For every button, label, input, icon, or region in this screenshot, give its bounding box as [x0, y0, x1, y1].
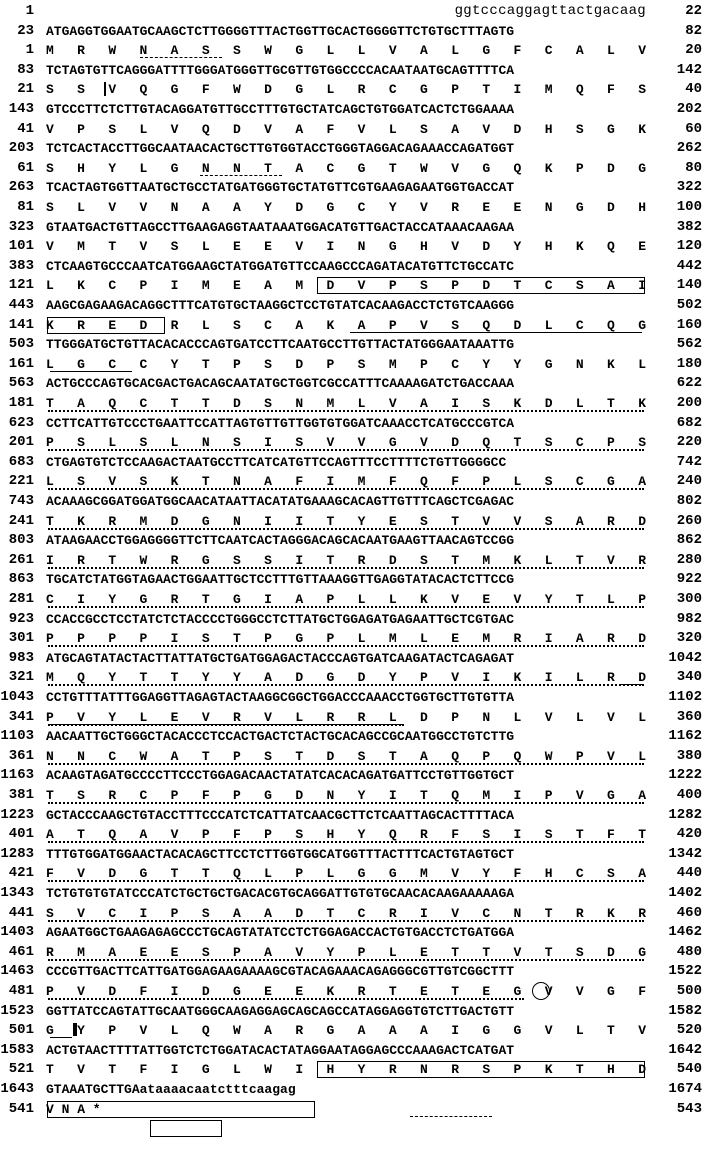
row-end-position: 240 [676, 473, 702, 490]
row-start-position: 21 [17, 81, 34, 98]
row-start-position: 1343 [0, 885, 34, 901]
nucleotide-row [0, 1002, 706, 1021]
row-start-position: 261 [8, 551, 34, 568]
row-start-position: 1403 [0, 924, 34, 941]
nucleotide-row [0, 610, 706, 629]
nucleotide-sequence: ACTGCCCAGTGCACGACTGACAGCAATATGCTGGTCGCCATTTCAAAAGATCTGACCAAA [46, 376, 515, 392]
row-start-position: 201 [8, 434, 34, 451]
row-start-position: 501 [8, 1022, 34, 1039]
amino-acid-row [0, 159, 706, 178]
nucleotide-sequence: AGAATGGCTGAAGAGAGCCCTGCAGTATATCCTCTGGAGACCACTGTGACCTCTGATGGA [46, 925, 515, 941]
nucleotide-sequence: GCTACCCAAGCTGTACCTTTCCCATCTCATTATCAACGCTTCTCAATTAGCACTTTTACA [46, 807, 515, 823]
amino-acid-sequence: V P S L V Q D V A F V L S A V D H S G K [46, 121, 646, 137]
row-end-position: 280 [676, 551, 702, 568]
nucleotide-row [0, 296, 706, 315]
row-end-position: 562 [676, 336, 702, 353]
row-start-position: 361 [8, 747, 34, 764]
amino-acid-sequence: F V D G T T Q L P L G G M V Y F H C S A [46, 866, 646, 882]
nucleotide-sequence: GTAAATGCTTGAataaaacaatctttcaagag [46, 1082, 296, 1097]
glycosylation-site-underline [140, 57, 222, 58]
row-end-position: 1342 [668, 845, 702, 862]
row-end-position: 22 [685, 3, 702, 19]
circled-residue [532, 982, 550, 1000]
motif-underline [620, 684, 642, 685]
amino-acid-sequence: A T Q A V P F P S H Y Q R F S I S T F T [46, 827, 646, 843]
row-end-position: 262 [676, 140, 702, 157]
glycosylation-site-underline [410, 1116, 492, 1117]
amino-acid-sequence: P V Y L E V R V L R R L D P N L V L V L [46, 709, 646, 725]
row-start-position: 541 [8, 1100, 34, 1117]
row-end-position: 1042 [668, 649, 702, 666]
row-start-position: 503 [8, 336, 34, 353]
nucleotide-row [0, 727, 706, 746]
row-end-position: 360 [676, 708, 702, 725]
domain-dotted-underline [48, 802, 644, 804]
row-start-position: 341 [8, 708, 34, 725]
row-start-position: 683 [8, 453, 34, 470]
amino-acid-row [0, 120, 706, 139]
row-start-position: 141 [8, 316, 34, 333]
row-start-position: 1 [25, 3, 34, 19]
row-end-position: 320 [676, 630, 702, 647]
domain-dotted-underline [48, 449, 644, 451]
row-end-position: 1582 [668, 1002, 702, 1019]
row-end-position: 460 [676, 904, 702, 921]
row-end-position: 500 [676, 983, 702, 999]
nucleotide-row [0, 61, 706, 80]
row-end-position: 1642 [668, 1041, 702, 1058]
domain-box [317, 277, 645, 294]
domain-dotted-underline [48, 645, 644, 647]
amino-acid-row [0, 237, 706, 256]
furin-cleavage-marker [73, 1023, 77, 1036]
nucleotide-row [0, 178, 706, 197]
amino-acid-row [0, 1021, 706, 1040]
row-start-position: 41 [17, 120, 34, 137]
row-start-position: 241 [8, 512, 34, 529]
transmembrane-box [317, 1061, 645, 1078]
amino-acid-row [0, 41, 706, 60]
nucleotide-sequence: CTCAAGTGCCCAATCATGGAAGCTATGGATGTTCCAAGCCCAGATACATGTTCTGCCATC [46, 258, 515, 274]
domain-dotted-underline [48, 684, 644, 686]
amino-acid-sequence: L G C C Y T P S D P S M P C Y Y G N K L [46, 356, 646, 372]
row-start-position: 61 [17, 159, 34, 176]
nucleotide-row [0, 923, 706, 942]
nucleotide-row [0, 570, 706, 589]
row-start-position: 1163 [0, 767, 34, 784]
row-start-position: 161 [8, 355, 34, 372]
glycosylation-site-underline [200, 175, 282, 176]
nucleotide-sequence: TCTAGTGTTCAGGGATTTTGGGATGGGTTGCGTTGTGGCCCCACAATAATGCAGTTTTCA [46, 62, 515, 78]
row-start-position: 383 [8, 257, 34, 274]
polyadenylation-signal-box [150, 1120, 222, 1137]
nucleotide-sequence: ggtcccaggagttactgacaag [454, 3, 646, 19]
row-end-position: 82 [685, 22, 702, 39]
nucleotide-sequence: GGTTATCCAGTATTGCAATGGGCAAGAGGAGCAGCAGCCATAGGAGGTGTCTTGACTGTT [46, 1003, 515, 1019]
row-start-position: 461 [8, 943, 34, 960]
row-end-position: 220 [676, 434, 702, 451]
motif-underline [350, 332, 642, 333]
row-start-position: 563 [8, 375, 34, 392]
domain-dotted-underline [48, 606, 644, 608]
nucleotide-row [0, 492, 706, 511]
nucleotide-row [0, 962, 706, 981]
nucleotide-row [0, 22, 706, 41]
domain-dotted-underline [48, 488, 644, 490]
row-start-position: 983 [8, 649, 34, 666]
nucleotide-sequence: CCTGTTTATTTGGAGGTTAGAGTACTAAGGCGGCTGGACCCAAACCTGGTGCTTGTGTTA [46, 690, 515, 705]
nucleotide-sequence: CCTTCATTGTCCCTGAATTCCATTAGTGTTGTTGGTGTGGATCAAACCTCATGCCCGTCA [46, 415, 515, 431]
row-end-position: 180 [676, 355, 702, 372]
amino-acid-sequence: P V D F I D G E E K R T E T E G V V G F [46, 984, 646, 999]
row-start-position: 401 [8, 826, 34, 843]
row-end-position: 400 [676, 787, 702, 803]
amino-acid-sequence: S H Y L G N N T A C G T W V G Q K P D G [46, 160, 646, 176]
nucleotide-row [0, 453, 706, 472]
nucleotide-sequence: ATAAGAACCTGGAGGGGTTCTTCAATCACTAGGGACAGCACAATGAAGTTAACAGTCCGG [46, 533, 515, 549]
amino-acid-sequence: L S V S K T N A F I M F Q F P L S C G A [46, 474, 646, 490]
nucleotide-row [0, 257, 706, 276]
nucleotide-row [0, 806, 706, 825]
row-start-position: 441 [8, 904, 34, 921]
nucleotide-row [0, 688, 706, 707]
nucleotide-sequence: ACAAAGCGGATGGATGGCAACATAATTACATATGAAAGCACAGTTGTTTCAGCTCGAGAC [46, 494, 515, 509]
nucleotide-row [0, 218, 706, 237]
row-end-position: 1102 [668, 689, 702, 705]
row-start-position: 923 [8, 610, 34, 627]
motif-underline [50, 724, 402, 725]
row-end-position: 1222 [668, 767, 702, 784]
domain-dotted-underline [48, 763, 644, 765]
row-end-position: 543 [676, 1100, 702, 1117]
nucleotide-row [0, 884, 706, 903]
row-end-position: 502 [676, 297, 702, 313]
row-end-position: 1162 [668, 728, 702, 745]
domain-dotted-underline [48, 528, 644, 530]
row-start-position: 181 [8, 395, 34, 411]
nucleotide-sequence: TGCATCTATGGTAGAACTGGAATTGCTCCTTTGTTAAAGGTTGAGGTATACACTCTTCCG [46, 572, 515, 588]
row-end-position: 260 [676, 512, 702, 529]
amino-acid-sequence: M R W N A S S W G L L V A L G F C A L V [46, 43, 646, 59]
nucleotide-row [0, 1041, 706, 1060]
nucleotide-row [0, 845, 706, 864]
nucleotide-row [0, 374, 706, 393]
nucleotide-row [0, 100, 706, 119]
domain-dotted-underline [48, 998, 524, 1000]
row-end-position: 322 [676, 179, 702, 196]
domain-dotted-underline [48, 567, 644, 569]
domain-dotted-underline [48, 880, 644, 882]
row-start-position: 263 [8, 179, 34, 196]
row-end-position: 742 [676, 453, 702, 470]
row-end-position: 622 [676, 375, 702, 392]
domain-box [47, 317, 165, 334]
nucleotide-row [0, 766, 706, 785]
nucleotide-sequence: AACAATTGCTGGGCTACACCCTCCACTGACTCTACTGCACAGCCGCAATGGCCTGTCTTG [46, 729, 515, 745]
row-start-position: 1 [25, 42, 34, 59]
amino-acid-sequence: T K R M D G N I I T Y E S T V V S A R D [46, 513, 646, 529]
amino-acid-sequence: S V C I P S A A D T C R I V C N T R K R [46, 905, 646, 921]
nucleotide-sequence: TTGGGATGCTGTTACACACCCAGTGATCCTTCAATGCCTTGTTACTATGGGAATAAATTG [46, 337, 515, 353]
row-start-position: 443 [8, 297, 34, 313]
row-end-position: 382 [676, 218, 702, 235]
row-start-position: 623 [8, 414, 34, 431]
row-end-position: 40 [685, 81, 702, 98]
row-start-position: 1643 [0, 1081, 34, 1097]
row-end-position: 440 [676, 865, 702, 882]
row-start-position: 743 [8, 493, 34, 509]
amino-acid-sequence: M Q Y T T Y Y A D G D Y P V I K I L R D [46, 670, 646, 686]
row-end-position: 202 [676, 101, 702, 117]
row-end-position: 100 [676, 199, 702, 215]
nucleotide-sequence: ACAAGTAGATGCCCCTTCCCTGGAGACAACTATATCACACAGATGATTCCTGTTGGTGCT [46, 768, 515, 784]
row-start-position: 1043 [0, 689, 34, 705]
nucleotide-sequence: ATGAGGTGGAATGCAAGCTCTTGGGGTTTACTGGTTGCACTGGGGTTCTGTGCTTTAGTG [46, 23, 515, 39]
row-start-position: 1463 [0, 963, 34, 980]
nucleotide-sequence: GTCCCTTCTCTTGTACAGGATGTTGCCTTTGTGCTATCAGCTGTGGATCACTCTGGAAAA [46, 102, 515, 117]
amino-acid-sequence: L K C P I M E A M D V P S P D T C S A I [46, 278, 646, 294]
amino-acid-sequence: K R E D R L S C A K A P V S Q D L C Q G [46, 317, 646, 333]
nucleotide-row [0, 1080, 706, 1099]
row-end-position: 142 [676, 61, 702, 78]
row-end-position: 1674 [668, 1081, 702, 1097]
nucleotide-sequence: AAGCGAGAAGACAGGCTTTCATGTGCTAAGGCTCCTGTATCACAAGACCTCTGTCAAGGG [46, 298, 515, 313]
row-start-position: 1103 [0, 728, 34, 745]
amino-acid-sequence: V N A * [46, 1101, 101, 1117]
row-end-position: 520 [676, 1022, 702, 1039]
nucleotide-sequence: TTTGTGGATGGAACTACACAGCTTCCTCTTGGTGGCATGGTTTACTTTCACTGTAGTGCT [46, 846, 515, 862]
nucleotide-sequence: TCTCACTACCTTGGCAATAACACTGCTTGTGGTACCTGGGTAGGACAGAAACCAGATGGT [46, 141, 515, 157]
nucleotide-row [0, 335, 706, 354]
nucleotide-row [0, 414, 706, 433]
row-end-position: 442 [676, 257, 702, 274]
row-end-position: 300 [676, 591, 702, 607]
motif-underline [50, 371, 132, 372]
row-end-position: 922 [676, 571, 702, 588]
row-end-position: 682 [676, 414, 702, 431]
row-end-position: 120 [676, 238, 702, 255]
nucleotide-sequence: CCACCGCCTCCTATCTCTACCCCTGGGCCTCTTATGCTGGAGATGAGAATTGCTCGTGAC [46, 611, 515, 627]
amino-acid-sequence: C I Y G R T G I A P L L K V E V Y T L P [46, 592, 646, 607]
row-end-position: 20 [685, 42, 702, 59]
amino-acid-sequence: S L V V N A A Y D G C Y V R E E N G D H [46, 200, 646, 215]
row-start-position: 23 [17, 22, 34, 39]
row-start-position: 421 [8, 865, 34, 882]
row-end-position: 60 [685, 120, 702, 137]
nucleotide-sequence: CTGAGTGTCTCCAAGACTAATGCCTTCATCATGTTCCAGTTTCCTTTTCTGTTGGGGCC [46, 454, 507, 470]
row-start-position: 1583 [0, 1041, 34, 1058]
row-end-position: 160 [676, 316, 702, 333]
amino-acid-sequence: T V T F I G L W I H Y R N R S P K T H D [46, 1062, 646, 1078]
row-start-position: 203 [8, 140, 34, 157]
amino-acid-sequence: G Y P V L Q W A R G A A A I G G V L T V [46, 1023, 646, 1039]
domain-dotted-underline [48, 959, 644, 961]
amino-acid-row [0, 198, 706, 217]
nucleotide-sequence: TCACTAGTGGTTAATGCTGCCTATGATGGGTGCTATGTTCGTGAAGAGAATGGTGACCAT [46, 180, 515, 196]
row-start-position: 803 [8, 532, 34, 549]
row-start-position: 281 [8, 591, 34, 607]
row-end-position: 340 [676, 669, 702, 686]
row-start-position: 323 [8, 218, 34, 235]
row-start-position: 1283 [0, 845, 34, 862]
row-start-position: 81 [17, 199, 34, 215]
row-start-position: 381 [8, 787, 34, 803]
row-start-position: 481 [8, 983, 34, 999]
row-end-position: 1462 [668, 924, 702, 941]
transmembrane-box [47, 1101, 315, 1118]
row-end-position: 540 [676, 1061, 702, 1078]
row-start-position: 521 [8, 1061, 34, 1078]
amino-acid-sequence: P S L S L N S I S V V G V D Q T S C P S [46, 435, 646, 451]
amino-acid-sequence: N N C W A T P S T D S T A Q P Q W P V L [46, 748, 646, 764]
nucleotide-sequence: ATGCAGTATACTACTTATTATGCTGATGGAGACTACCCAGTGATCAAGATACTCAGAGAT [46, 650, 515, 666]
row-end-position: 80 [685, 159, 702, 176]
row-start-position: 863 [8, 571, 34, 588]
row-end-position: 982 [676, 610, 702, 627]
row-end-position: 802 [676, 493, 702, 509]
row-start-position: 83 [17, 61, 34, 78]
row-start-position: 221 [8, 473, 34, 490]
amino-acid-sequence: S S V Q G F W D G L R C G P T I M Q F S [46, 82, 646, 98]
row-start-position: 143 [8, 101, 34, 117]
row-start-position: 121 [8, 277, 34, 294]
row-start-position: 101 [8, 238, 34, 255]
domain-dotted-underline [48, 920, 644, 922]
row-start-position: 301 [8, 630, 34, 647]
row-end-position: 1402 [668, 885, 702, 901]
nucleotide-sequence: TCTGTGTGTATCCCATCTGCTGCTGACACGTGCAGGATTGTGTGCAACACAAGAAAAAGA [46, 886, 515, 901]
amino-acid-sequence: P P P P I S T P G P L M L E M R I A R D [46, 631, 646, 647]
nucleotide-sequence: CCCGTTGACTTCATTGATGGAGAAGAAAAGCGTACAGAAACAGAGGGCGTTGTCGGCTTT [46, 964, 515, 980]
nucleotide-row [0, 2, 706, 21]
nucleotide-row [0, 531, 706, 550]
row-end-position: 420 [676, 826, 702, 843]
amino-acid-sequence: T S R C P F P G D N Y I T Q M I P V G A [46, 788, 646, 803]
row-end-position: 862 [676, 532, 702, 549]
amino-acid-sequence: I R T W R G S S I T R D S T M K L T V R [46, 552, 646, 568]
row-end-position: 1522 [668, 963, 702, 980]
domain-dotted-underline [48, 410, 644, 412]
cleavage-site-marker [104, 82, 106, 96]
nucleotide-row [0, 139, 706, 158]
row-start-position: 1523 [0, 1002, 34, 1019]
amino-acid-sequence: V M T V S L E E V I N G H V D Y H K Q E [46, 239, 646, 255]
amino-acid-sequence: T A Q C T T D S N M L V A I S K D L T K [46, 396, 646, 411]
nucleotide-sequence: GTAATGACTGTTAGCCTTGAAGAGGTAATAAATGGACATGTTGACTACCATAAACAAGAA [46, 219, 515, 235]
nucleotide-row [0, 649, 706, 668]
row-end-position: 140 [676, 277, 702, 294]
motif-underline [50, 1037, 72, 1038]
nucleotide-sequence: ACTGTAACTTTTATTGGTCTCTGGATACACTATAGGAATAGGAGCCCAAAGACTCATGAT [46, 1042, 515, 1058]
row-end-position: 480 [676, 943, 702, 960]
row-end-position: 380 [676, 747, 702, 764]
row-end-position: 1282 [668, 806, 702, 823]
row-start-position: 321 [8, 669, 34, 686]
row-start-position: 1223 [0, 806, 34, 823]
domain-dotted-underline [48, 841, 644, 843]
amino-acid-sequence: R M A E E S P A V Y P L E T T V T S D G [46, 944, 646, 960]
row-end-position: 200 [676, 395, 702, 411]
